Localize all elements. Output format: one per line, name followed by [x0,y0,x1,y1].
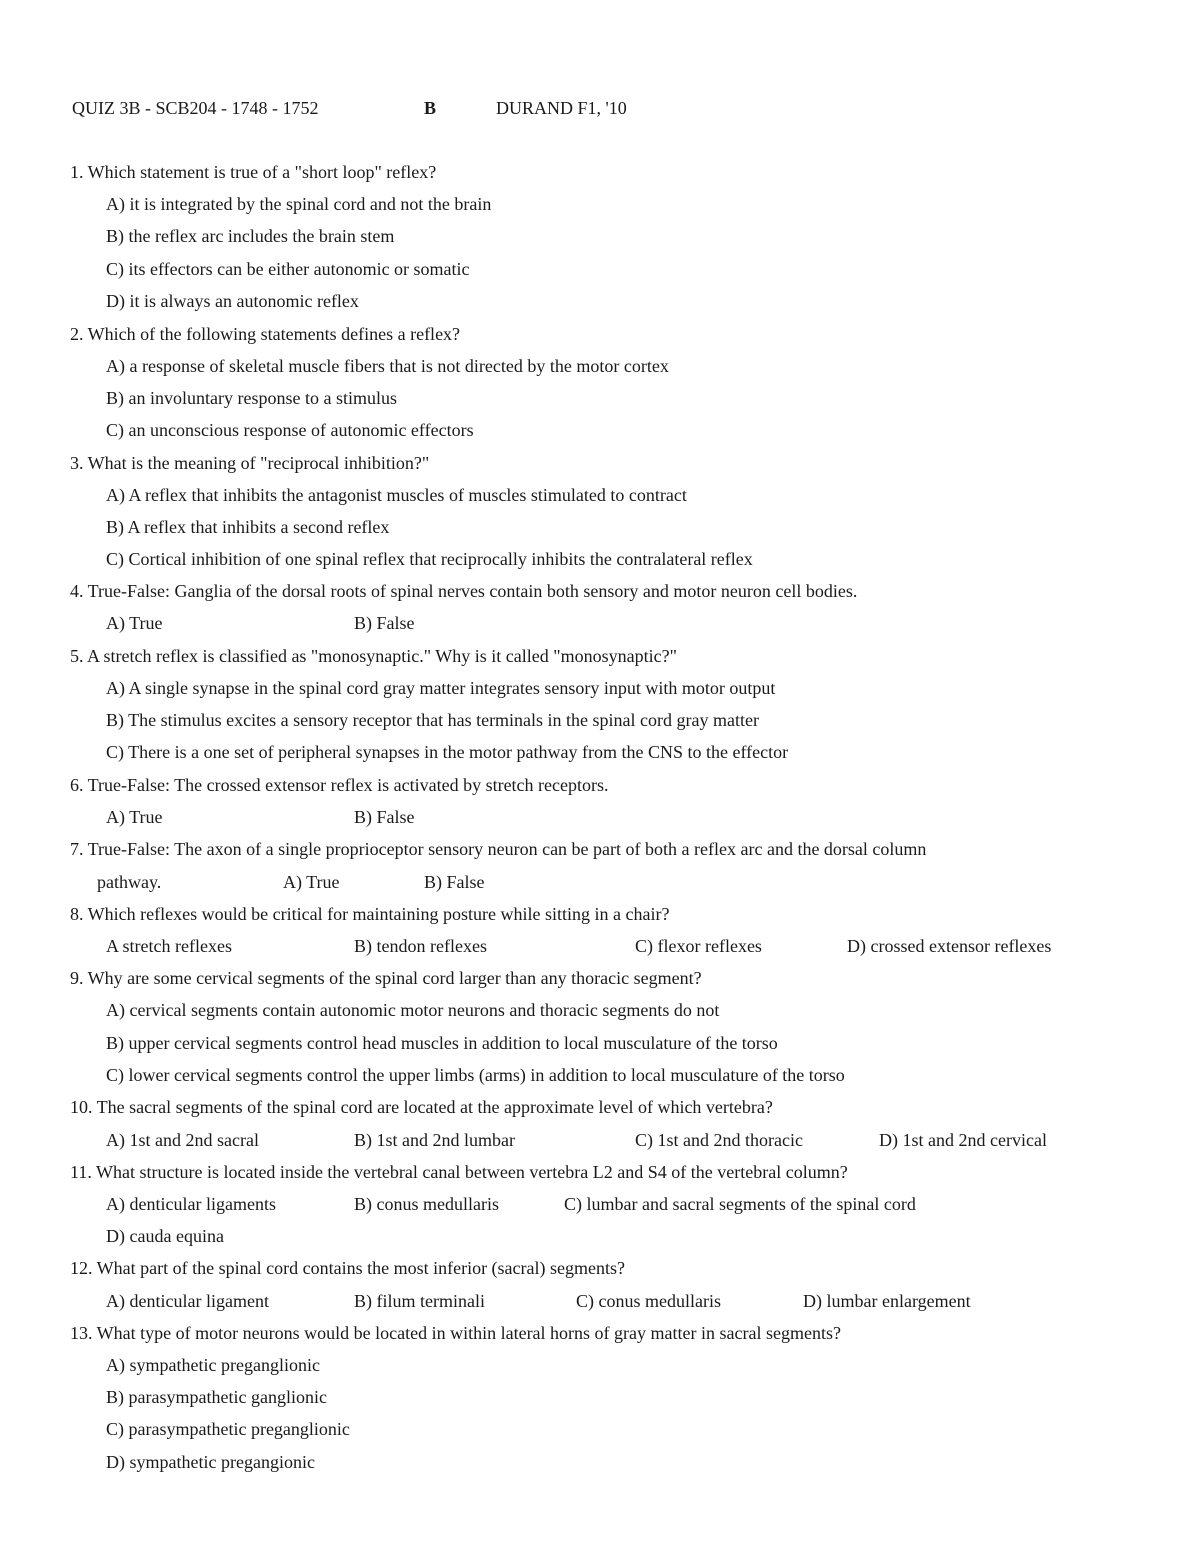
question-10-option-a: A) 1st and 2nd sacral [106,1130,259,1150]
question-9-option-a: A) cervical segments contain autonomic motor neurons and thoracic segments do not [106,1000,720,1020]
question-10-option-d: D) 1st and 2nd cervical [879,1130,1047,1150]
question-6-options [106,803,806,831]
question-10-option-c: C) 1st and 2nd thoracic [635,1130,803,1150]
question-8-stem: 8. Which reflexes would be critical for maintaining posture while sitting in a chair? [70,904,670,924]
question-6-stem: 6. True-False: The crossed extensor reflex is activated by stretch receptors. [70,775,609,795]
question-12-option-b: B) filum terminali [354,1291,485,1311]
question-4-stem: 4. True-False: Ganglia of the dorsal roots of spinal nerves contain both sensory and motor neuron cell bodies. [70,581,858,601]
question-3-stem: 3. What is the meaning of "reciprocal inhibition?" [70,453,430,473]
question-8-option-b: B) tendon reflexes [354,936,487,956]
question-2-option-b: B) an involuntary response to a stimulus [106,388,397,408]
quiz-header [72,94,1172,122]
question-1-option-d: D) it is always an autonomic reflex [106,291,359,311]
question-8-option-d: D) crossed extensor reflexes [847,936,1052,956]
question-1-option-b: B) the reflex arc includes the brain stem [106,226,395,246]
question-8-options [106,932,1166,960]
question-7-option-b: B) False [424,872,485,892]
question-1-option-a: A) it is integrated by the spinal cord and not the brain [106,194,492,214]
question-6-option-b: B) False [354,807,415,827]
question-9-option-b: B) upper cervical segments control head muscles in addition to local musculature of the torso [106,1033,778,1053]
question-3-option-a: A) A reflex that inhibits the antagonist muscles of muscles stimulated to contract [106,485,687,505]
question-11-option-a: A) denticular ligaments [106,1194,276,1214]
question-11-options [106,1190,1166,1218]
question-7-continuation-row [97,868,797,896]
question-4-options [106,609,806,637]
question-5-stem: 5. A stretch reflex is classified as "monosynaptic." Why is it called "monosynaptic?" [70,646,677,666]
question-7-option-a: A) True [283,872,340,892]
question-11-option-b: B) conus medullaris [354,1194,499,1214]
question-8-option-a: A stretch reflexes [106,936,232,956]
question-3-option-c: C) Cortical inhibition of one spinal reflex that reciprocally inhibits the contralateral reflex [106,549,753,569]
question-12-stem: 12. What part of the spinal cord contains the most inferior (sacral) segments? [70,1258,625,1278]
question-5-option-c: C) There is a one set of peripheral synapses in the motor pathway from the CNS to the effector [106,742,789,762]
quiz-title: QUIZ 3B - SCB204 - 1748 - 1752 [72,98,319,118]
question-1-stem: 1. Which statement is true of a "short loop" reflex? [70,162,437,182]
question-5-option-b: B) The stimulus excites a sensory receptor that has terminals in the spinal cord gray matter [106,710,759,730]
question-13-option-c: C) parasympathetic preganglionic [106,1419,350,1439]
question-4-option-a: A) True [106,613,163,633]
question-13-stem: 13. What type of motor neurons would be located in within lateral horns of gray matter in sacral segments? [70,1323,841,1343]
question-12-options [106,1287,1166,1315]
question-10-stem: 10. The sacral segments of the spinal cord are located at the approximate level of which vertebra? [70,1097,773,1117]
question-10-option-b: B) 1st and 2nd lumbar [354,1130,515,1150]
question-11-option-d: D) cauda equina [106,1226,224,1246]
question-9-stem: 9. Why are some cervical segments of the spinal cord larger than any thoracic segment? [70,968,702,988]
question-2-option-c: C) an unconscious response of autonomic effectors [106,420,474,440]
question-2-stem: 2. Which of the following statements defines a reflex? [70,324,461,344]
question-13-option-a: A) sympathetic preganglionic [106,1355,320,1375]
question-7-stem: 7. True-False: The axon of a single proprioceptor sensory neuron can be part of both a reflex arc and the dorsal column [70,839,927,859]
question-9-option-c: C) lower cervical segments control the upper limbs (arms) in addition to local musculature of the torso [106,1065,845,1085]
question-4-option-b: B) False [354,613,415,633]
question-12-option-c: C) conus medullaris [576,1291,721,1311]
question-11-option-c: C) lumbar and sacral segments of the spinal cord [564,1194,916,1214]
question-1-option-c: C) its effectors can be either autonomic or somatic [106,259,470,279]
question-13-option-d: D) sympathetic pregangionic [106,1452,315,1472]
question-13-option-b: B) parasympathetic ganglionic [106,1387,327,1407]
question-12-option-a: A) denticular ligament [106,1291,269,1311]
question-12-option-d: D) lumbar enlargement [803,1291,971,1311]
question-5-option-a: A) A single synapse in the spinal cord gray matter integrates sensory input with motor output [106,678,776,698]
question-8-option-c: C) flexor reflexes [635,936,762,956]
question-7-continuation: pathway. [97,872,162,892]
question-2-option-a: A) a response of skeletal muscle fibers that is not directed by the motor cortex [106,356,669,376]
question-6-option-a: A) True [106,807,163,827]
quiz-author: DURAND F1, '10 [496,98,627,118]
quiz-version: B [424,98,437,118]
question-10-options [106,1126,1166,1154]
question-11-stem: 11. What structure is located inside the vertebral canal between vertebra L2 and S4 of the vertebral column? [70,1162,848,1182]
question-3-option-b: B) A reflex that inhibits a second reflex [106,517,390,537]
